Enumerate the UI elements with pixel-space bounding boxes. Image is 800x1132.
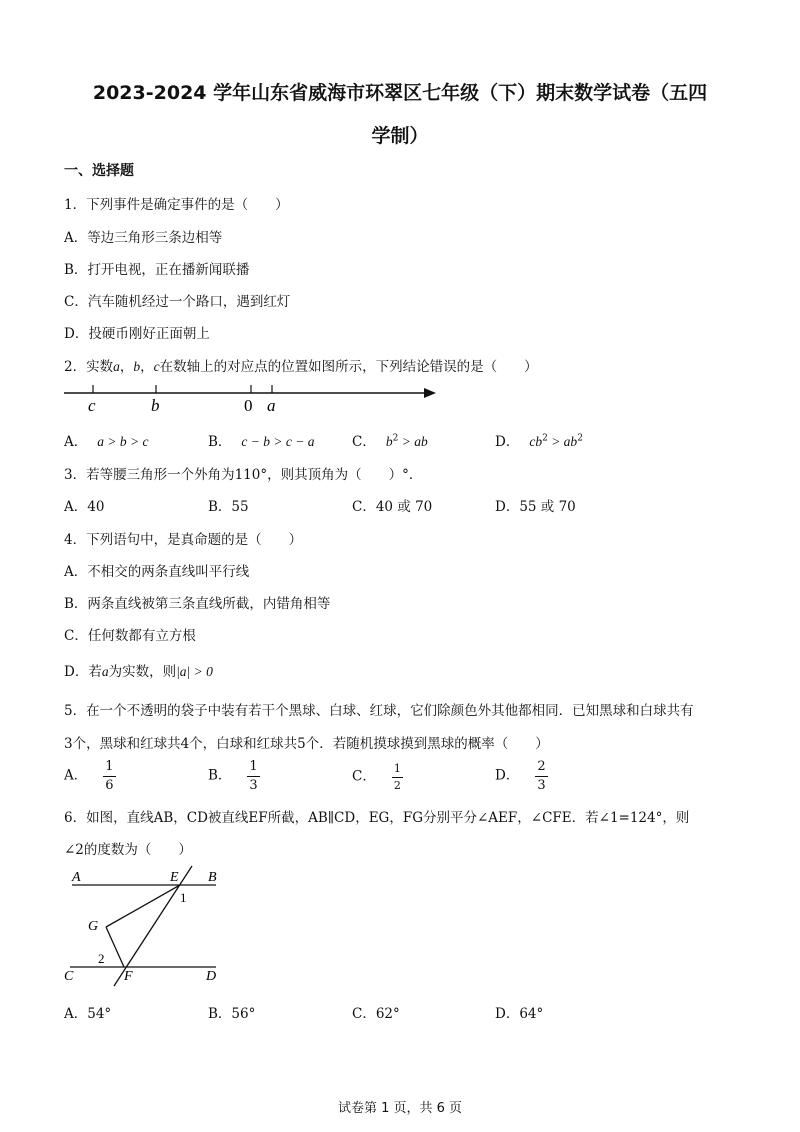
number-line-figure xyxy=(60,380,440,416)
q1-option-d: D．投硬币刚好正面朝上 xyxy=(64,326,210,342)
q6-stem-line1: 6．如图，直线AB，CD被直线EF所截，AB∥CD，EG，FG分别平分∠AEF，∠CFE．若∠1=124°，则 xyxy=(64,810,690,826)
q6-option-d: D．64° xyxy=(495,1006,544,1022)
page-title: 2023-2024 学年山东省威海市环翠区七年级（下）期末数学试卷（五四 xyxy=(92,82,708,104)
geometry-figure xyxy=(56,862,236,992)
label-C: C xyxy=(64,969,74,984)
label-F: F xyxy=(124,969,133,984)
q4-option-a: A．不相交的两条直线叫平行线 xyxy=(64,564,250,580)
q3-option-a: A．40 xyxy=(64,499,105,515)
axis-label-a: a xyxy=(267,396,276,415)
q2-comma: ， xyxy=(119,359,134,375)
label-A: A xyxy=(72,870,81,885)
q5-stem-line1: 5．在一个不透明的袋子中装有若干个黑球、白球、红球，它们除颜色外其他都相同．已知黑球和白球共有 xyxy=(64,703,694,719)
fraction: $\frac{1}{3}$ xyxy=(249,759,258,793)
q4-stem: 4．下列语句中，是真命题的是（ ） xyxy=(64,532,303,548)
q2-num: 2．实数 xyxy=(64,359,114,375)
page-footer: 试卷第 1 页，共 6 页 xyxy=(337,1101,463,1116)
q6-option-c: C．62° xyxy=(352,1006,400,1022)
q4-option-d: D．若a为实数，则|a| > 0 xyxy=(64,664,213,680)
line-ef xyxy=(114,866,192,986)
q5-option-c: C． $\frac{1}{2}$ xyxy=(352,762,401,792)
q5-option-d: D． $\frac{2}{3}$ xyxy=(495,759,546,793)
q2-option-a: A． a > b > c xyxy=(64,434,149,450)
q5-option-b: B． $\frac{1}{3}$ xyxy=(208,759,258,793)
q4-option-b: B．两条直线被第三条直线所截，内错角相等 xyxy=(64,596,331,612)
q2-option-c: C． $b^2$ > ab xyxy=(352,433,428,450)
axis-label-0: 0 xyxy=(244,396,253,415)
q5-stem-line2: 3个，黑球和红球共4个，白球和红球共5个．若随机摸球摸到黑球的概率（ ） xyxy=(64,736,549,752)
axis-label-c: c xyxy=(88,396,96,415)
label-B: B xyxy=(208,870,217,885)
q1-stem: 1．下列事件是确定事件的是（ ） xyxy=(64,197,289,213)
q3-option-c: C．40 或 70 xyxy=(352,499,433,515)
label-angle-1: 1 xyxy=(180,890,187,905)
q2-stem xyxy=(64,355,538,375)
q1-option-b: B．打开电视，正在播新闻联播 xyxy=(64,262,250,278)
q2-comma: ， xyxy=(140,359,154,375)
q2-option-b: B． c − b > c − a xyxy=(208,434,315,450)
section-heading: 一、选择题 xyxy=(64,163,134,179)
label-E: E xyxy=(170,870,179,885)
q1-option-c: C．汽车随机经过一个路口，遇到红灯 xyxy=(64,294,291,310)
label-G: G xyxy=(88,919,99,934)
q1-option-a: A．等边三角形三条边相等 xyxy=(64,230,223,246)
q2-option-d: D． $cb^2 > ab^2$ xyxy=(495,433,583,450)
fraction: $\frac{1}{6}$ xyxy=(105,759,114,793)
q3-stem: 3．若等腰三角形一个外角为110°，则其顶角为（ ）°． xyxy=(64,467,423,483)
fraction: $\frac{1}{2}$ xyxy=(393,762,401,792)
q3-option-b: B．55 xyxy=(208,499,249,515)
q3-option-d: D．55 或 70 xyxy=(495,499,576,515)
page-title-cont: 学制） xyxy=(371,125,429,147)
q2-var-a: a xyxy=(113,359,120,374)
label-angle-2: 2 xyxy=(98,951,105,966)
q2-var-c: c xyxy=(153,359,160,374)
q6-option-a: A．54° xyxy=(64,1006,112,1022)
q2-var-b: b xyxy=(133,359,141,374)
label-D: D xyxy=(206,969,217,984)
fraction: $\frac{2}{3}$ xyxy=(537,759,546,793)
q5-option-a: A． $\frac{1}{6}$ xyxy=(64,759,114,793)
q6-stem-line2: ∠2的度数为（ ） xyxy=(64,842,192,858)
q2-stem-rest: 在数轴上的对应点的位置如图所示，下列结论错误的是（ ） xyxy=(159,359,538,375)
q6-option-b: B．56° xyxy=(208,1006,256,1022)
number-line-arrow xyxy=(424,388,436,398)
segment-gf xyxy=(106,927,124,967)
axis-label-b: b xyxy=(151,396,160,415)
q4-option-c: C．任何数都有立方根 xyxy=(64,628,196,644)
segment-eg xyxy=(106,885,180,927)
